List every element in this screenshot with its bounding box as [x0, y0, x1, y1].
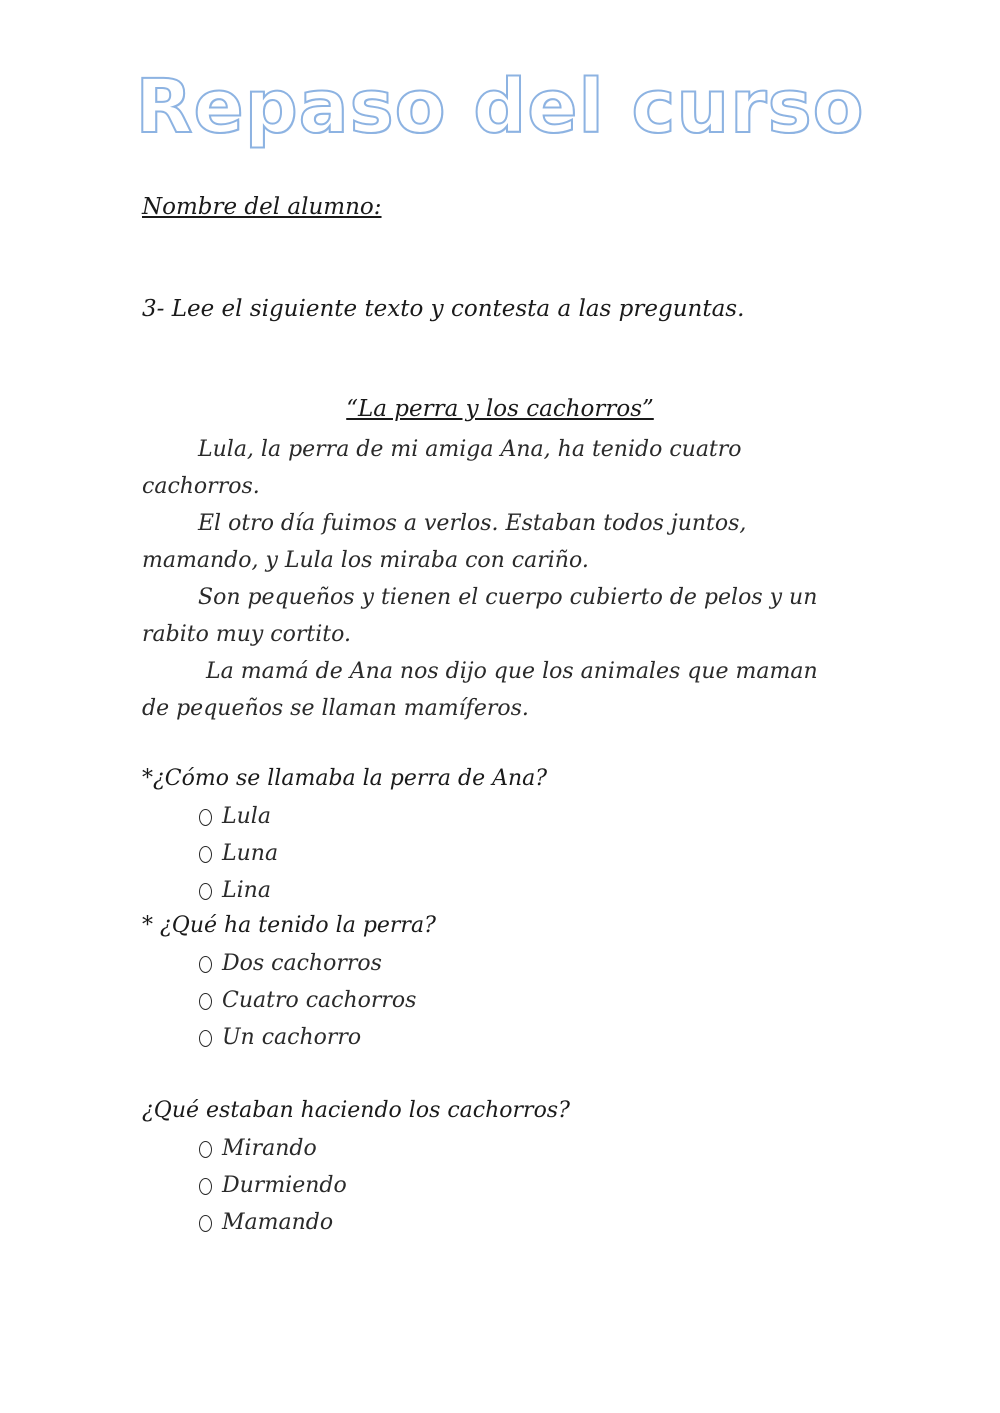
radio-circle-icon[interactable] — [199, 809, 212, 826]
answer-option-lina[interactable] — [199, 880, 271, 902]
answer-option-luna[interactable] — [199, 843, 278, 865]
answer-option-lula[interactable] — [199, 806, 271, 828]
answer-option-label: Mirando — [222, 1136, 317, 1161]
radio-circle-icon[interactable] — [199, 1178, 212, 1195]
story-paragraph: Son pequeños y tienen el cuerpo cubierto de pelos y un rabito muy cortito. — [142, 585, 818, 647]
answer-option-mamando[interactable] — [199, 1212, 333, 1234]
answer-option-label: Lina — [222, 878, 271, 903]
answer-option-dos-cachorros[interactable] — [199, 953, 382, 975]
answer-option-label: Durmiendo — [222, 1173, 347, 1198]
radio-circle-icon[interactable] — [199, 1030, 212, 1047]
answer-option-cuatro-cachorros[interactable] — [199, 990, 416, 1012]
answer-option-label: Dos cachorros — [222, 951, 382, 976]
student-name-label: Nombre del alumno: — [142, 194, 382, 220]
story-title: “La perra y los cachorros” — [346, 396, 654, 422]
story-paragraph: La mamá de Ana nos dijo que los animales que maman de pequeños se llaman mamíferos. — [142, 659, 818, 721]
radio-circle-icon[interactable] — [199, 956, 212, 973]
story-paragraph: El otro día fuimos a verlos. Estaban todos juntos, mamando, y Lula los miraba con cariño. — [142, 511, 747, 573]
answer-option-label: Lula — [222, 804, 271, 829]
radio-circle-icon[interactable] — [199, 993, 212, 1010]
exercise-instruction: 3- Lee el siguiente texto y contesta a las preguntas. — [142, 296, 745, 322]
answer-option-label: Mamando — [222, 1210, 334, 1235]
question-2-text: * ¿Qué ha tenido la perra? — [142, 913, 436, 938]
radio-circle-icon[interactable] — [199, 1141, 212, 1158]
radio-circle-icon[interactable] — [199, 1215, 212, 1232]
answer-option-label: Luna — [222, 841, 279, 866]
page-title: Repaso del curso — [135, 64, 865, 150]
answer-option-durmiendo[interactable] — [199, 1175, 347, 1197]
radio-circle-icon[interactable] — [199, 883, 212, 900]
radio-circle-icon[interactable] — [199, 846, 212, 863]
answer-option-label: Un cachorro — [222, 1025, 362, 1050]
question-3-text: ¿Qué estaban haciendo los cachorros? — [142, 1098, 570, 1123]
answer-option-label: Cuatro cachorros — [222, 988, 417, 1013]
answer-option-un-cachorro[interactable] — [199, 1027, 361, 1049]
story-paragraph: Lula, la perra de mi amiga Ana, ha tenido cuatro cachorros. — [142, 437, 742, 499]
question-1-text: *¿Cómo se llamaba la perra de Ana? — [142, 766, 548, 791]
answer-option-mirando[interactable] — [199, 1138, 317, 1160]
